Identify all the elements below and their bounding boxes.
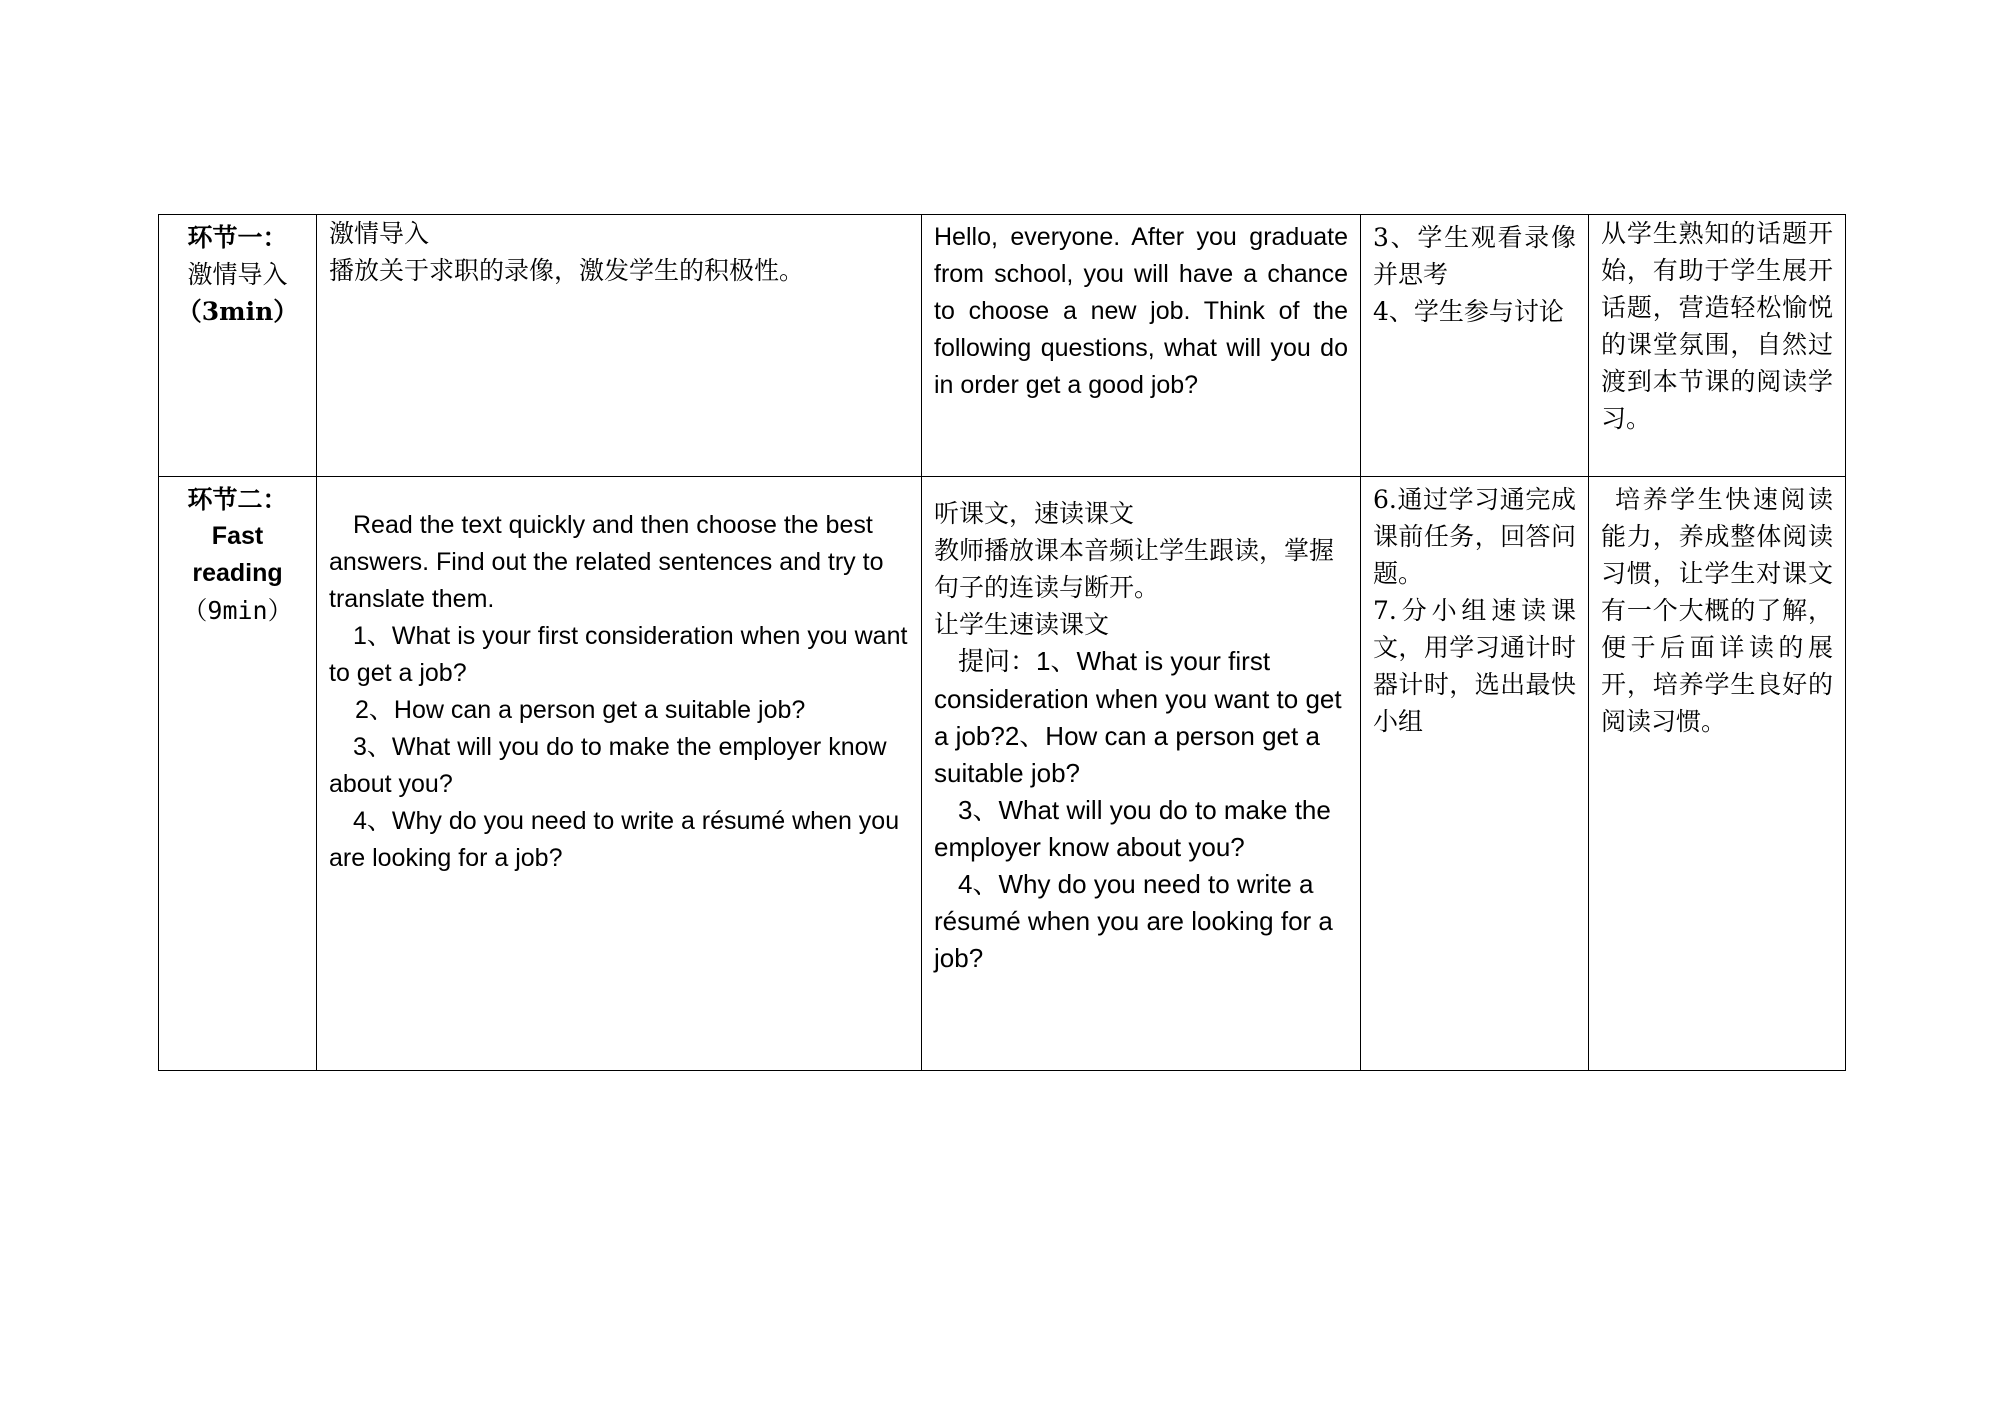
student-activity-line: 6.通过学习通完成课前任务，回答问题。 xyxy=(1373,485,1576,588)
content-cell xyxy=(317,477,922,1071)
stage-cell xyxy=(159,215,317,477)
stage-duration: （9min） xyxy=(182,596,293,625)
content-cell xyxy=(317,215,922,477)
stage-duration: （3min） xyxy=(176,297,299,326)
table-row xyxy=(159,215,1846,477)
table-row xyxy=(159,477,1846,1071)
design-purpose-text: 从学生熟知的话题开始，有助于学生展开话题，营造轻松愉悦的课堂氛围，自然过渡到本节课的阅读学习。 xyxy=(1601,219,1833,433)
student-activity-line: 7.分小组速读课文，用学习通计时器计时，选出最快小组 xyxy=(1373,596,1576,736)
content-intro: Read the text quickly and then choose the best answers. Find out the related sentences and try to translate them. xyxy=(329,511,884,613)
teacher-activity-text: Hello, everyone. After you graduate from school, you will have a chance to choose a new job. Think of the following questions, what will you do in order get a good job? xyxy=(934,223,1348,399)
design-purpose-cell xyxy=(1589,215,1846,477)
lesson-plan-table xyxy=(158,214,1846,1071)
student-activity-line: 4、学生参与讨论 xyxy=(1373,297,1564,326)
teacher-activity-line: 教师播放课本音频让学生跟读，掌握句子的连读与断开。 xyxy=(934,536,1335,602)
stage-cell xyxy=(159,477,317,1071)
content-question: 4、Why do you need to write a résumé when you are looking for a job? xyxy=(329,807,900,872)
content-line: 播放关于求职的录像，激发学生的积极性。 xyxy=(329,256,805,285)
stage-name: Fast xyxy=(211,522,264,550)
content-question: 2、How can a person get a suitable job? xyxy=(355,696,806,724)
teacher-question: 4、Why do you need to write a résumé when you are looking for a job? xyxy=(934,869,1333,973)
stage-name: reading xyxy=(192,559,283,587)
teacher-activity-cell xyxy=(922,477,1361,1071)
content-line: 激情导入 xyxy=(329,219,430,248)
content-question: 1、What is your first consideration when you want to get a job? xyxy=(329,622,908,687)
teacher-question: 3、What will you do to make the employer know about you? xyxy=(934,795,1331,862)
teacher-activity-cell xyxy=(922,215,1361,477)
teacher-activity-line: 让学生速读课文 xyxy=(934,610,1110,639)
stage-title: 环节一： xyxy=(187,223,288,252)
student-activity-cell xyxy=(1361,215,1589,477)
ask-label: 提问： xyxy=(958,647,1037,677)
student-activity-line: 3、学生观看录像并思考 xyxy=(1373,223,1576,289)
stage-name: 激情导入 xyxy=(187,260,288,289)
teacher-question: 1、What is your first consideration when you want to get a job?2、How can a person get a suitable job? xyxy=(934,646,1342,788)
stage-title: 环节二： xyxy=(187,485,288,514)
content-question: 3、What will you do to make the employer know about you? xyxy=(329,733,887,798)
design-purpose-cell xyxy=(1589,477,1846,1071)
teacher-activity-line: 听课文，速读课文 xyxy=(934,499,1135,528)
student-activity-cell xyxy=(1361,477,1589,1071)
design-purpose-text: 培养学生快速阅读能力，养成整体阅读习惯，让学生对课文有一个大概的了解，便于后面详读的展开，培养学生良好的阅读习惯。 xyxy=(1601,485,1833,736)
